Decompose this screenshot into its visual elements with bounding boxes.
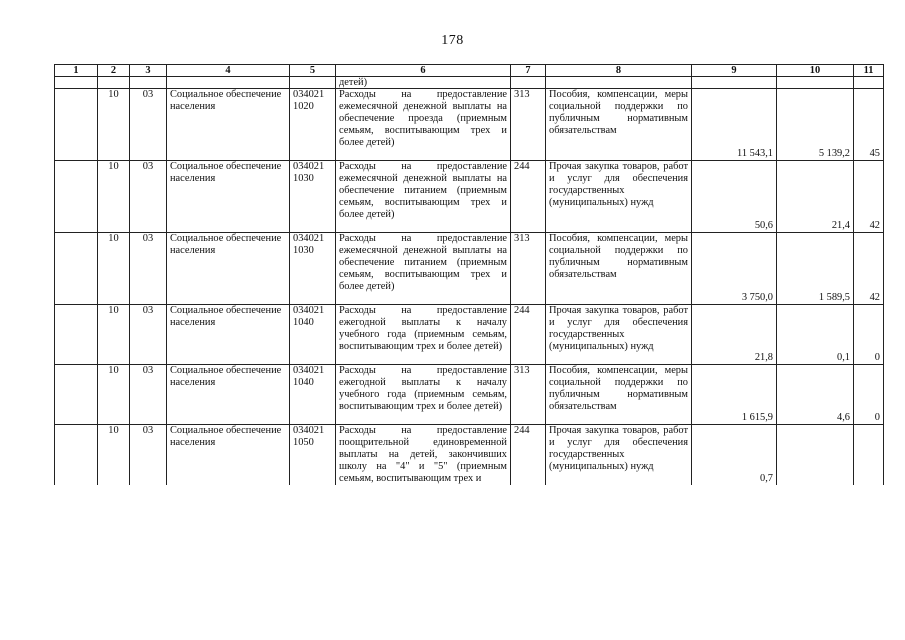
cell-expense-type: 244 [511,425,546,486]
cell-amount-plan: 1 615,9 [692,365,777,425]
cell-empty [55,305,98,365]
cell-expense-name: Пособия, компенсации, меры социальной поддержки по публичным нормативным обязательствам [546,233,692,305]
cell-section: 10 [98,305,130,365]
cell-expense-type: 244 [511,305,546,365]
cell-amount-actual [777,425,854,486]
cell-expense-name: Прочая закупка товаров, работ и услуг для обеспечения государственных (муниципальных) нужд [546,305,692,365]
cell-target-code: 034021 1030 [290,161,336,233]
table-row [55,305,884,365]
cell-percent: 0 [854,365,884,425]
cell-amount-plan: 0,7 [692,425,777,486]
cell-target-code: 034021 1050 [290,425,336,486]
cell-empty [55,365,98,425]
cell-subsection: 03 [130,89,167,161]
cell-percent: 45 [854,89,884,161]
cell-amount-plan: 3 750,0 [692,233,777,305]
page-number: 178 [441,33,464,48]
cell-expense-type: 244 [511,161,546,233]
cell-empty [55,161,98,233]
column-header: 2 [98,65,130,77]
cell-expense-type: 313 [511,233,546,305]
cell-description: Расходы на предоставление ежемесячной денежной выплаты на обеспечение питанием (приемным семьям, воспитывающим трех и более детей) [336,161,511,233]
cell-section: 10 [98,161,130,233]
cell-amount-plan: 50,6 [692,161,777,233]
cell-section-name: Социальное обеспечение населения [167,89,290,161]
cell-section: 10 [98,425,130,486]
cell-section-name: Социальное обеспечение населения [167,233,290,305]
column-header: 5 [290,65,336,77]
column-header: 4 [167,65,290,77]
table-row [55,425,884,486]
cell-section-name: Социальное обеспечение населения [167,365,290,425]
cell-description: Расходы на предоставление ежегодной выплаты к началу учебного года (приемным семьям, воспитывающим трех и более детей) [336,365,511,425]
column-header: 7 [511,65,546,77]
table-row [55,161,884,233]
column-header: 10 [777,65,854,77]
header-row [55,65,884,77]
cell-empty [55,425,98,486]
cell-percent: 0 [854,305,884,365]
cell-percent [854,425,884,486]
column-header: 6 [336,65,511,77]
cell-amount-plan: 11 543,1 [692,89,777,161]
cell-amount-actual: 4,6 [777,365,854,425]
cell-amount-actual: 0,1 [777,305,854,365]
cell-description: Расходы на предоставление поощрительной единовременной выплаты на детей, закончивших школу на "4" и "5" (приемным семьям, воспитывающим трех и [336,425,511,486]
cell-subsection: 03 [130,305,167,365]
cell-subsection: 03 [130,365,167,425]
cell-target-code: 034021 1020 [290,89,336,161]
cell-expense-name: Пособия, компенсации, меры социальной поддержки по публичным нормативным обязательствам [546,89,692,161]
cell-description: Расходы на предоставление ежегодной выплаты к началу учебного года (приемным семьям, воспитывающим трех и более детей) [336,305,511,365]
cell-expense-name: Прочая закупка товаров, работ и услуг для обеспечения государственных (муниципальных) нужд [546,425,692,486]
cell-subsection: 03 [130,233,167,305]
cell-amount-plan: 21,8 [692,305,777,365]
cell-section-name: Социальное обеспечение населения [167,161,290,233]
cell-expense-type: 313 [511,89,546,161]
cell-section-name: Социальное обеспечение населения [167,305,290,365]
continuation-row [55,77,884,89]
continuation-text: детей) [336,77,511,89]
cell-expense-name: Прочая закупка товаров, работ и услуг для обеспечения государственных (муниципальных) нужд [546,161,692,233]
cell-target-code: 034021 1040 [290,365,336,425]
cell-section: 10 [98,233,130,305]
cell-percent: 42 [854,233,884,305]
cell-section: 10 [98,89,130,161]
cell-section: 10 [98,365,130,425]
table-row [55,365,884,425]
cell-expense-name: Пособия, компенсации, меры социальной поддержки по публичным нормативным обязательствам [546,365,692,425]
cell-description: Расходы на предоставление ежемесячной денежной выплаты на обеспечение проезда (приемным семьям, воспитывающим трех и более детей) [336,89,511,161]
column-header: 1 [55,65,98,77]
cell-amount-actual: 21,4 [777,161,854,233]
cell-expense-type: 313 [511,365,546,425]
cell-percent: 42 [854,161,884,233]
cell-amount-actual: 5 139,2 [777,89,854,161]
cell-description: Расходы на предоставление ежемесячной денежной выплаты на обеспечение питанием (приемным семьям, воспитывающим трех и более детей) [336,233,511,305]
cell-amount-actual: 1 589,5 [777,233,854,305]
column-header: 11 [854,65,884,77]
budget-table [54,64,884,485]
table-row [55,89,884,161]
cell-target-code: 034021 1040 [290,305,336,365]
table-row [55,233,884,305]
cell-empty [55,233,98,305]
column-header: 9 [692,65,777,77]
cell-subsection: 03 [130,425,167,486]
cell-section-name: Социальное обеспечение населения [167,425,290,486]
column-header: 8 [546,65,692,77]
column-header: 3 [130,65,167,77]
cell-empty [55,89,98,161]
cell-target-code: 034021 1030 [290,233,336,305]
cell-subsection: 03 [130,161,167,233]
